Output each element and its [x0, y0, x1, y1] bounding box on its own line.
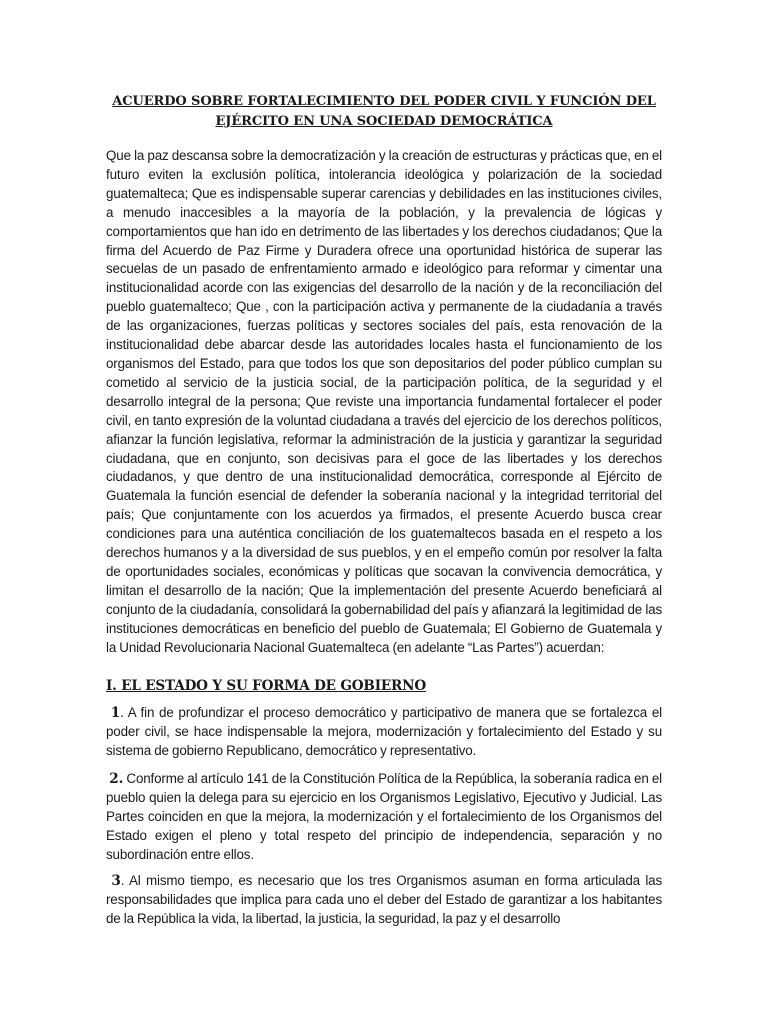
intro-paragraph: Que la paz descansa sobre la democratización y la creación de estructuras y prácticas que, en el futuro eviten la exclusión política, intolerancia ideológica y polarización de la sociedad guatemalteca; Que es indispensable superar carencias y debilidades en las instituciones civiles, a menudo inaccesibles a la mayoría de la población, y la prevalencia de lógicas y comportamientos que han ido en detrimento de las libertades y los derechos ciudadanos; Que la firma del Acuerdo de Paz Firme y Duradera ofrece una oportunidad histórica de superar las secuelas de un pasado de enfrentamiento armado e ideológico para reformar y cimentar una institucionalidad acorde con las exigencias del desarrollo de la nación y de la reconciliación del pueblo guatemalteco; Que , con la participación activa y permanente de la ciudadanía a través de las organizaciones, fuerzas políticas y sectores sociales del país, esta renovación de la institucionalidad debe abarcar desde las autoridades locales hasta el funcionamiento de los organismos del Estado, para que todos los que son depositarios del poder público cumplan su cometido al servicio de la justicia social, de la participación política, de la seguridad y el desarrollo integral de la persona; Que reviste una importancia fundamental fortalecer el poder civil, en tanto expresión de la voluntad ciudadana a través del ejercicio de los derechos políticos, afianzar la función legislativa, reformar la administración de la justicia y garantizar la seguridad ciudadana, que en conjunto, son decisivas para el goce de las libertades y los derechos ciudadanos, y que dentro de una institucionalidad democrática, corresponde al Ejército de Guatemala la función esencial de defender la soberanía nacional y la integridad territorial del país; Que conjuntamente con los acuerdos ya firmados, el presente Acuerdo busca crear condiciones para una auténtica conciliación de los guatemaltecos basada en el respeto a los derechos humanos y a la diversidad de sus pueblos, y en el empeño común por resolver la falta de oportunidades sociales, económicas y políticas que socavan la convivencia democrática, y limitan el desarrollo de la nación; Que la implementación del presente Acuerdo beneficiará al conjunto de la ciudadanía, consolidará la gobernabilidad del país y afianzará la legitimidad de las instituciones democráticas en beneficio del pueblo de Guatemala; El Gobierno de Guatemala y la Unidad Revolucionaria Nacional Guatemalteca (en adelante “Las Partes”) acuerdan:	[106, 148, 662, 655]
paragraph-2	[106, 770, 662, 865]
document-title-line-2: EJÉRCITO EN UNA SOCIEDAD DEMOCRÁTICA	[215, 114, 553, 129]
paragraph-text: . Al mismo tiempo, es necesario que los tres Organismos asuman en forma articulada las responsabilidades que implica para cada uno el deber del Estado de garantizar a los habitantes de la República la vida, la libertad, la justicia, la seguridad, la paz y el desarrollo	[106, 873, 663, 926]
paragraph-number: 1	[110, 705, 121, 721]
paragraph-text: Conforme al artículo 141 de la Constitución Política de la República, la soberanía radica en el pueblo quien la delega para su ejercicio en los Organismos Legislativo, Ejecutivo y Judicial. Las Partes coinciden en que la mejora, la modernización y el fortalecimiento de los Organismos del Estado exigen el pleno y total respeto del principio de independencia, separación y no subordinación entre ellos.	[106, 771, 663, 862]
paragraph-1	[106, 704, 662, 761]
document-title	[100, 92, 668, 132]
paragraph-number: 2.	[109, 771, 124, 787]
document-title-line-1: ACUERDO SOBRE FORTALECIMIENTO DEL PODER CIVIL Y FUNCIÓN DEL	[112, 94, 656, 109]
paragraph-text: . A fin de profundizar el proceso democrático y participativo de manera que se fortalezca el poder civil, se hace indispensable la mejora, modernización y fortalecimiento del Estado y su sistema de gobierno Republicano, democrático y representativo.	[106, 705, 662, 758]
paragraph-number: 3	[111, 873, 121, 889]
paragraph-3	[106, 872, 662, 929]
section-heading: I. EL ESTADO Y SU FORMA DE GOBIERNO	[106, 678, 426, 694]
